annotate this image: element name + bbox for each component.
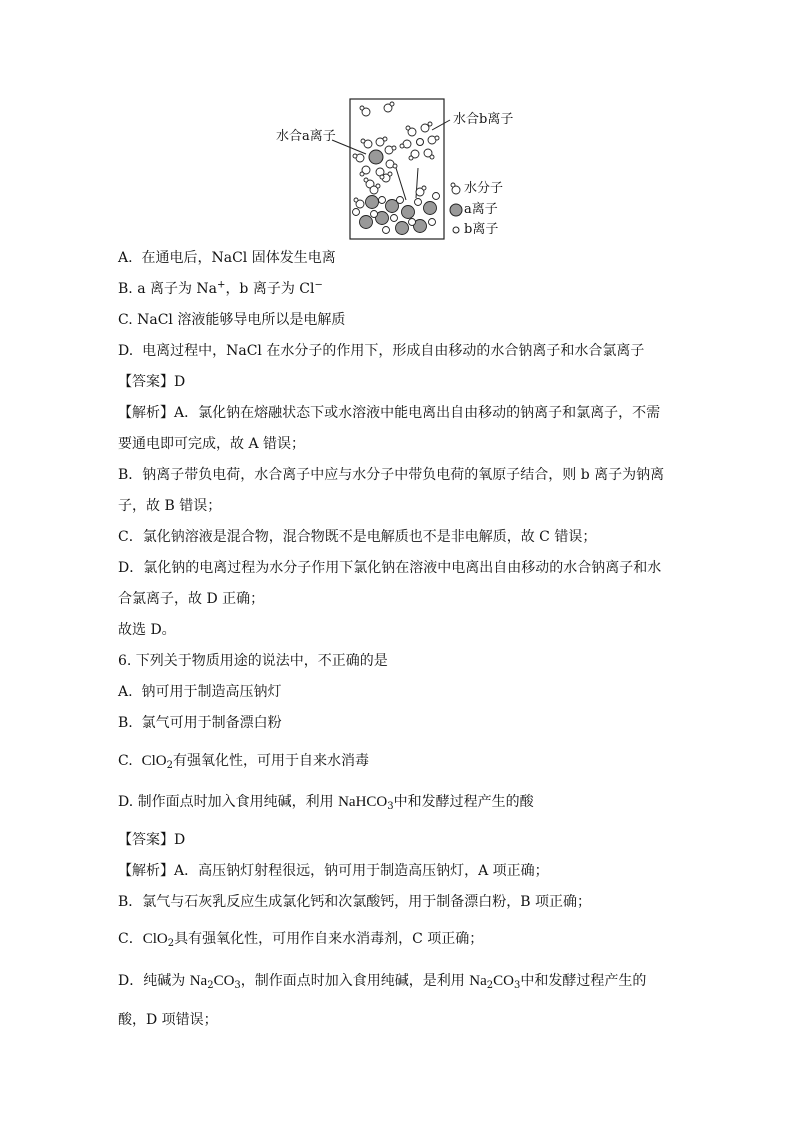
option-text: ，b 离子为 Cl — [225, 281, 315, 297]
legend-b-icon — [453, 227, 459, 233]
subscript: 2 — [167, 938, 175, 949]
option-text: C. NaCl 溶液能够导电所以是电解质 — [118, 312, 346, 328]
chemical-formula: ClO — [141, 753, 167, 769]
option-prefix: B. — [118, 715, 133, 731]
option-text: 钠可用于制造高压钠灯 — [141, 684, 282, 700]
chemical-formula: CO — [213, 973, 235, 989]
chemical-formula: ClO — [142, 931, 168, 947]
q5-analysis-a1: 【解析】A．氯化钠在熔融状态下或水溶液中能电离出自由移动的钠离子和氯离子，不需 — [118, 405, 661, 421]
analysis-text: ，制作面点时加入食用纯碱，是利用 — [240, 973, 465, 989]
option-prefix: A. — [118, 684, 133, 700]
subscript: 3 — [387, 801, 394, 812]
subscript: 2 — [207, 980, 214, 991]
legend-water-label: 水分子 — [464, 181, 504, 196]
analysis-prefix: C． — [118, 931, 143, 947]
q5-analysis-c: C．氯化钠溶液是混合物，混合物既不是电解质也不是非电解质，故 C 错误； — [118, 529, 597, 545]
subscript: 2 — [166, 760, 173, 771]
q5-option-d — [118, 342, 644, 360]
crystal-lattice — [353, 184, 440, 235]
q5-analysis-b2: 子，故 B 错误； — [118, 498, 222, 514]
legend-water-icon — [451, 183, 460, 194]
chemical-formula: Na — [189, 973, 208, 989]
legend-a-icon — [450, 204, 462, 216]
q5-analysis-a2: 要通电即可完成，故 A 错误； — [118, 436, 306, 452]
analysis-text: D．纯碱为 — [118, 973, 186, 989]
superscript: + — [217, 279, 226, 291]
option-text: D. 制作面点时加入食用纯碱，利用 — [118, 794, 334, 810]
q6-answer: 【答案】D — [118, 832, 186, 848]
option-text: B. a 离子为 Na — [118, 281, 218, 297]
q5-option-a — [118, 249, 336, 267]
label-hydrated-b: 水合b离子 — [453, 112, 514, 127]
q5-option-b — [118, 280, 323, 298]
subscript: 3 — [234, 980, 241, 991]
chemical-formula: Na — [469, 973, 487, 989]
q5-option-c — [118, 311, 345, 329]
subscript: 2 — [486, 980, 494, 991]
legend-b-label: b离子 — [464, 222, 499, 237]
analysis-text: 中和发酵过程产生的 — [520, 973, 647, 989]
option-prefix: C. — [118, 753, 133, 769]
q6-option-d — [118, 793, 534, 811]
q6-stem: 6. 下列关于物质用途的说法中，不正确的是 — [118, 653, 388, 669]
option-text: 中和发酵过程产生的酸 — [393, 794, 534, 810]
option-text: 氯气可用于制备漂白粉 — [141, 715, 282, 731]
q6-analysis-d1 — [118, 972, 646, 990]
q6-analysis-c — [118, 930, 483, 948]
q6-option-c — [118, 752, 369, 770]
option-text: 在通电后，NaCl 固体发生电离 — [141, 250, 336, 266]
label-hydrated-a: 水合a离子 — [276, 129, 336, 144]
option-text: 电离过程中，NaCl 在水分子的作用下，形成自由移动的水合钠离子和水合氯离子 — [142, 343, 645, 359]
pointer-line-b — [432, 120, 450, 130]
superscript: − — [314, 279, 323, 291]
q5-analysis-d2: 合氯离子，故 D 正确； — [118, 591, 265, 607]
pointer-line-lattice1 — [396, 168, 406, 200]
electrolysis-diagram — [270, 94, 530, 244]
option-prefix: D. — [118, 343, 134, 359]
q5-analysis-b1: B．钠离子带负电荷，水合离子中应与水分子中带负电荷的氧原子结合，则 b 离子为钠离 — [118, 467, 665, 483]
chemical-formula: NaHCO — [338, 794, 388, 810]
chemical-formula: CO — [493, 973, 514, 989]
analysis-text: 具有强氧化性，可用作自来水消毒剂，C 项正确； — [174, 931, 484, 947]
q6-analysis-a: 【解析】A．高压钠灯射程很远，钠可用于制造高压钠灯，A 项正确； — [118, 863, 549, 879]
q6-option-a — [118, 683, 281, 701]
option-prefix: A. — [118, 250, 133, 266]
q5-answer: 【答案】D — [118, 374, 186, 390]
q6-analysis-d2: 酸，D 项错误； — [118, 1012, 218, 1028]
option-text: 有强氧化性，可用于自来水消毒 — [172, 753, 369, 769]
q6-analysis-b: B．氯气与石灰乳反应生成氯化钙和次氯酸钙，用于制备漂白粉，B 项正确； — [118, 894, 592, 910]
hydrated-b-ion-icon — [400, 122, 439, 160]
q5-conclusion: 故选 D。 — [118, 622, 176, 638]
q5-analysis-d1: D．氯化钠的电离过程为水分子作用下氯化钠在溶液中电离出自由移动的水合钠离子和水 — [118, 560, 662, 576]
legend-a-label: a离子 — [464, 202, 498, 217]
q6-option-b — [118, 714, 282, 732]
subscript: 3 — [513, 980, 521, 991]
